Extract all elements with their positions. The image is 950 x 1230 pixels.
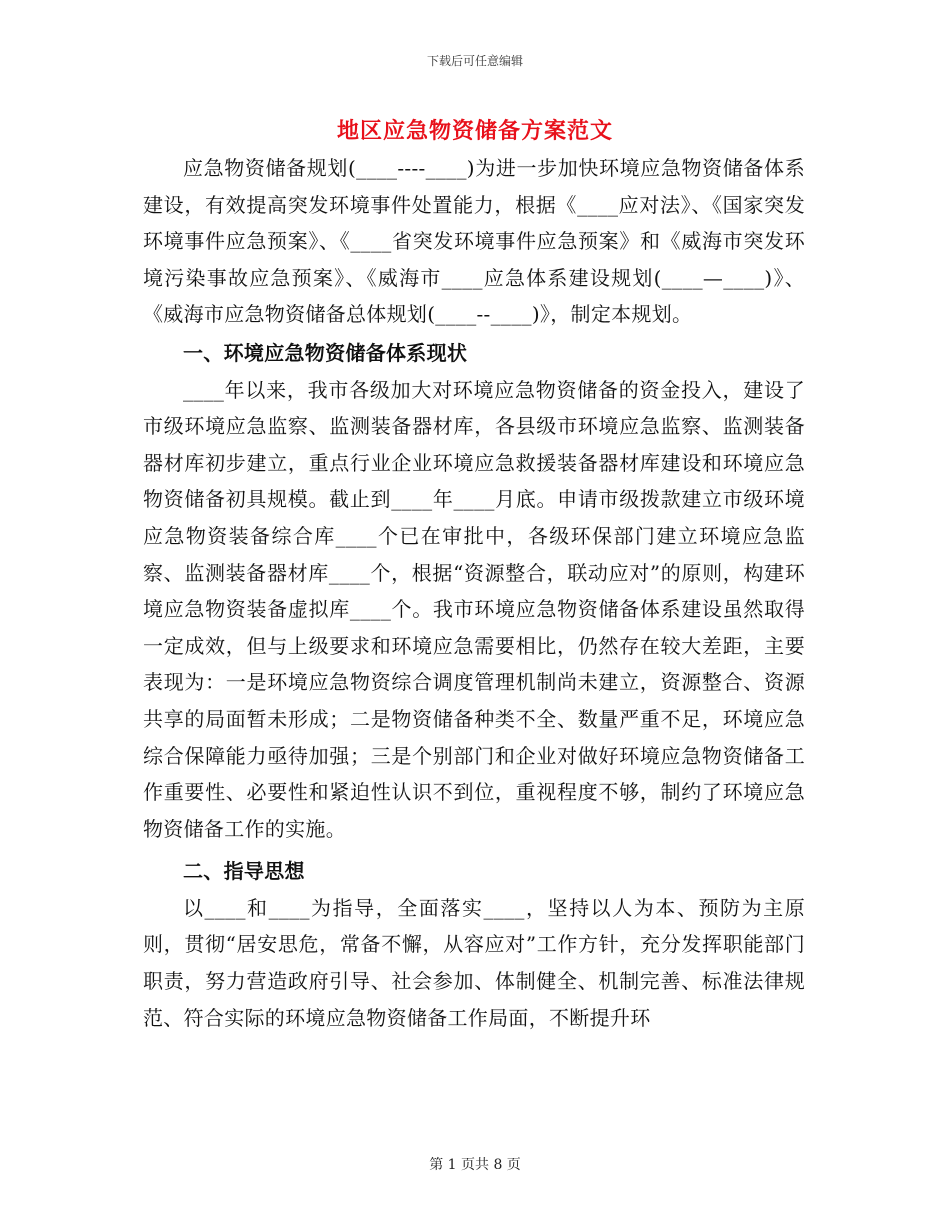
section-heading-status: 一、环境应急物资储备体系现状 [183,340,468,365]
document-body [143,150,805,1036]
section-paragraph-guiding-ideology: 以____和____为指导，全面落实____，坚持以人为本、预防为主原则，贯彻“居安思危，常备不懈，从容应对”工作方针，充分发挥职能部门职责，努力营造政府引导、社会参加、体制健全、机制完善、标准法律规范、符合实际的环境应急物资储备工作局面，不断提升环 [143,895,805,1030]
document-title: 地区应急物资储备方案范文 [336,118,613,144]
page-header: 下载后可任意编辑 [426,54,523,68]
intro-paragraph: 应急物资储备规划(____----____)为进一步加快环境应急物资储备体系建设，有效提高突发环境事件处置能力，根据《____应对法》、《国家突发环境事件应急预案》、《____省突发环境事件应急预案》和《威海市突发环境污染事故应急预案》、《威海市____应急体系建设规划(____—____)》、《威海市应急物资储备总体规划(____--____)》，制定本规划。 [143,156,805,327]
section-heading-guiding-ideology: 二、指导思想 [183,859,305,884]
section-paragraph-status: ____年以来，我市各级加大对环境应急物资储备的资金投入，建设了市级环境应急监察、监测装备器材库，各县级市环境应急监察、监测装备器材库初步建立，重点行业企业环境应急救援装备器材库建设和环境应急物资储备初具规模。截止到____年____月底。申请市级拨款建立市级环境应急物资装备综合库____个已在审批中，各级环保部门建立环境应急监察、监测装备器材库____个，根据“资源整合，联动应对”的原则，构建环境应急物资装备虚拟库____个。我市环境应急物资储备体系建设虽然取得一定成效，但与上级要求和环境应急需要相比，仍然存在较大差距，主要表现为：一是环境应急物资综合调度管理机制尚未建立，资源整合、资源共享的局面暂未形成；二是物资储备种类不全、数量严重不足，环境应急综合保障能力亟待加强；三是个别部门和企业对做好环境应急物资储备工作重要性、必要性和紧迫性认识不到位，重视程度不够，制约了环境应急物资储备工作的实施。 [143,377,805,841]
page-number-footer: 第 1 页共 8 页 [429,1157,521,1173]
